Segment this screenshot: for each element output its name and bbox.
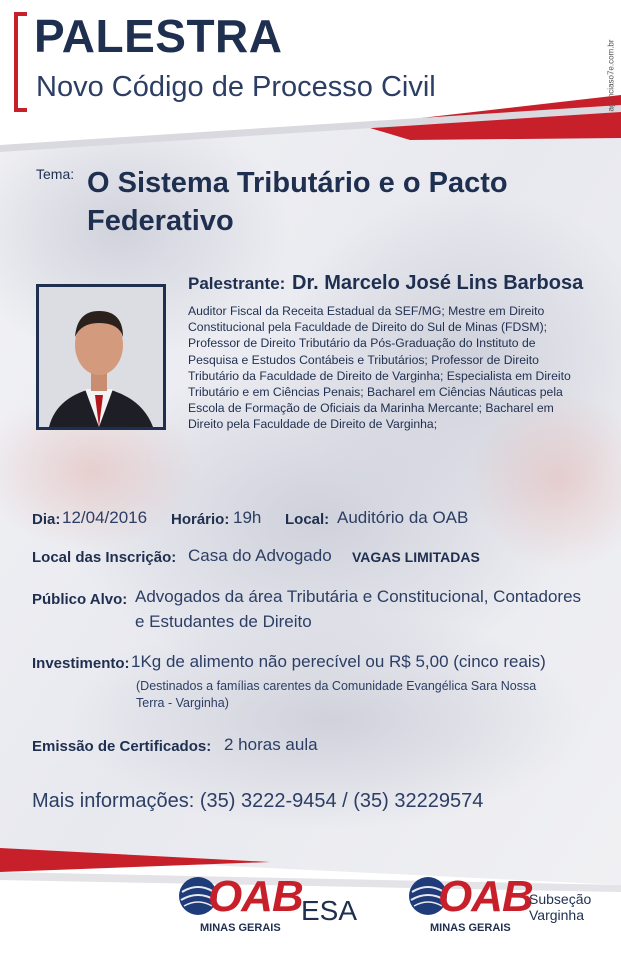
inscricao-label: Local das Inscrição: [32, 549, 177, 566]
bio-line: Tributário da Faculdade de Direito de Varginha; Especialista em Direito [188, 368, 571, 383]
horario-label: Horário: [171, 511, 230, 528]
bio-line: Constitucional pela Faculdade de Direito do Sul de Minas (FDSM); [188, 320, 548, 335]
tema-title-line2: Federativo [87, 205, 234, 237]
horario-value: 19h [233, 508, 262, 527]
speaker-portrait-icon [39, 287, 163, 427]
oab-logo-1-text: OAB [208, 872, 303, 921]
oab-logo-1-sub: MINAS GERAIS [200, 922, 281, 934]
page-subtitle: Novo Código de Processo Civil [36, 71, 436, 103]
certificados-label: Emissão de Certificados: [32, 738, 212, 755]
inscricao-value: Casa do Advogado [188, 546, 332, 565]
mais-informacoes: Mais informações: (35) 3222-9454 / (35) 32229574 [32, 790, 484, 812]
tema-label: Tema: [36, 166, 75, 182]
bio-line: Auditor Fiscal da Receita Estadual da SEF/MG; Mestre em Direito [188, 304, 545, 318]
publico-label: Público Alvo: [32, 591, 128, 608]
speaker-photo [36, 284, 166, 430]
bio-line: Escola de Formação de Oficiais da Marinha Mercante; Bacharel em [188, 401, 554, 416]
subsecao-line1: Subseção [529, 891, 592, 907]
page-title: PALESTRA [34, 10, 283, 62]
oab-logo-2-text: OAB [438, 872, 533, 921]
certificados-value: 2 horas aula [224, 735, 318, 754]
local-label: Local: [285, 511, 330, 528]
dia-value: 12/04/2016 [62, 508, 148, 527]
speaker-bio [188, 303, 571, 433]
speaker-name: Dr. Marcelo José Lins Barbosa [292, 272, 584, 294]
investimento-note-line1: (Destinados a famílias carentes da Comunidade Evangélica Sara Nossa [136, 679, 537, 693]
publico-value-line2: e Estudantes de Direito [135, 612, 312, 631]
investimento-label: Investimento: [32, 655, 130, 672]
oab-logo-2-sub: MINAS GERAIS [430, 922, 511, 934]
oab-logo-1 [178, 872, 303, 938]
investimento-value: 1Kg de alimento não perecível ou R$ 5,00 (cinco reais) [131, 652, 546, 671]
tema-title-line1: O Sistema Tributário e o Pacto [87, 167, 508, 199]
title-bracket [14, 12, 27, 112]
speaker-label: Palestrante: [188, 274, 286, 293]
dia-label: Dia: [32, 511, 61, 528]
local-value: Auditório da OAB [337, 508, 469, 527]
bio-line: Professor de Direito Tributário da Pós-Graduação do Instituto de [188, 336, 536, 351]
oab-logo-2 [408, 872, 533, 938]
esa-label: ESA [301, 895, 358, 926]
subsecao-line2: Varginha [529, 907, 585, 923]
bio-line: Tributário e em Ciências Penais; Bacharel em Ciências Náuticas pela [188, 385, 563, 400]
bio-line: Pesquisa e Estudos Contábeis e Tributários; Professor de Direito [188, 352, 539, 367]
vagas-limitadas: VAGAS LIMITADAS [352, 549, 480, 565]
investimento-note-line2: Terra - Varginha) [136, 696, 229, 710]
side-credit: agenciaso7e.com.br [606, 39, 616, 112]
publico-value-line1: Advogados da área Tributária e Constitucional, Contadores [135, 587, 582, 606]
bio-line: Direito pela Faculdade de Direito de Varginha; [188, 417, 438, 432]
